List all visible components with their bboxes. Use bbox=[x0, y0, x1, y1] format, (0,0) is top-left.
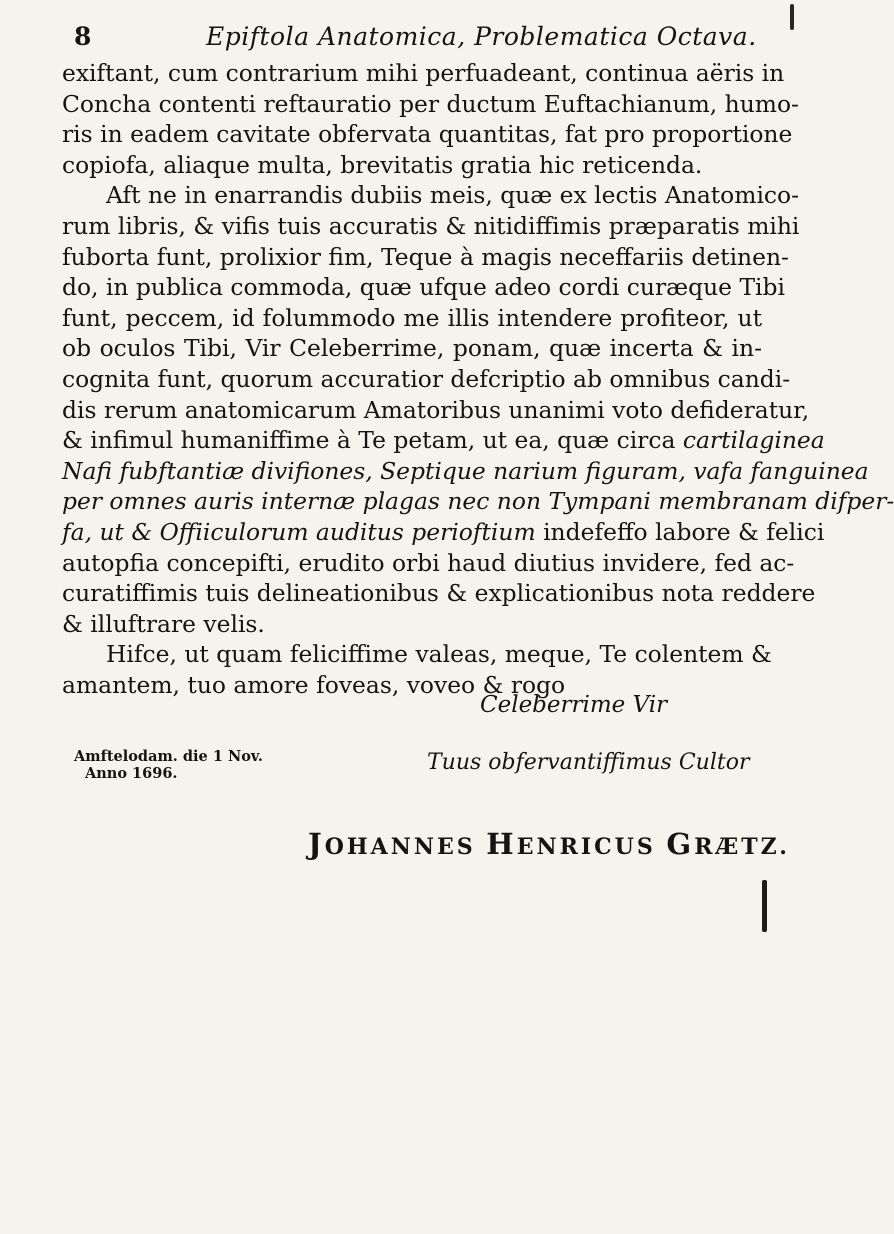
text-line: Hifce, ut quam feliciffime valeas, meque, Te colentem & bbox=[106, 640, 772, 669]
running-title: Epiftola Anatomica, Problematica Octava. bbox=[206, 22, 757, 51]
text-run: indefeffo labore & felici bbox=[543, 517, 825, 546]
text-line: exiftant, cum contrarium mihi perfuadeant, continua aëris in bbox=[62, 59, 785, 87]
text-line: curatiffimis tuis delineationibus & explicationibus nota reddere bbox=[62, 579, 816, 608]
author-part: OHANNES bbox=[324, 834, 487, 860]
text-line: ris in eadem cavitate obfervata quantitas, fat pro proportione bbox=[62, 120, 793, 149]
italic-run: cartilaginea bbox=[682, 426, 825, 455]
page-number: 8 bbox=[74, 22, 92, 51]
text-line: per omnes auris internæ plagas nec non Tympani membranam difper- bbox=[62, 487, 894, 516]
text-line: amantem, tuo amore foveas, voveo & rogo bbox=[62, 670, 566, 699]
author-initial: G bbox=[666, 827, 695, 861]
text-line: funt, peccem, id folummodo me illis intendere profiteor, ut bbox=[62, 303, 762, 332]
author-part: RÆTZ. bbox=[694, 834, 790, 860]
text-line: dis rerum anatomicarum Amatoribus unanimi voto defideratur, bbox=[62, 395, 810, 424]
edge-mark bbox=[762, 880, 767, 932]
author-part: ENRICUS bbox=[516, 834, 667, 860]
text-line: Aft ne in enarrandis dubiis meis, quæ ex lectis Anatomico- bbox=[106, 181, 800, 210]
text-line: do, in publica commoda, quæ ufque adeo cordi curæque Tibi bbox=[62, 273, 785, 302]
text-line: copiofa, aliaque multa, brevitatis gratia hic reticenda. bbox=[62, 150, 703, 179]
year-line: Anno 1696. bbox=[85, 765, 178, 782]
text-line bbox=[62, 517, 825, 548]
signature-phrase: Tuus obfervantiffimus Cultor bbox=[427, 750, 750, 775]
text-line: fuborta funt, prolixior fim, Teque à magis neceffariis detinen- bbox=[62, 242, 789, 271]
text-line: Concha contenti reftauratio per ductum Euftachianum, humo- bbox=[62, 89, 799, 118]
text-line: Nafi fubftantiæ divifiones, Septique narium figuram, vafa fanguinea bbox=[62, 456, 869, 485]
italic-run: fa, ut & Offiiculorum auditus perioftium bbox=[62, 517, 536, 546]
text-run: & infimul humaniffime à Te petam, ut ea, quæ circa bbox=[62, 426, 676, 455]
edge-mark bbox=[790, 4, 794, 30]
place-line: Amftelodam. die 1 Nov. bbox=[74, 748, 263, 765]
author-initial: H bbox=[486, 827, 517, 861]
page-header bbox=[74, 22, 757, 58]
letter-body bbox=[62, 58, 894, 700]
text-line: autopfia concepifti, erudito orbi haud diutius invidere, fed ac- bbox=[62, 548, 795, 577]
text-line: rum libris, & vifis tuis accuratis & nitidiffimis præparatis mihi bbox=[62, 211, 800, 240]
text-line: cognita funt, quorum accuratior defcriptio ab omnibus candi- bbox=[62, 364, 791, 393]
author-initial: J bbox=[308, 827, 325, 861]
text-line: ob oculos Tibi, Vir Celeberrime, ponam, quæ incerta & in- bbox=[62, 334, 762, 363]
place-date bbox=[74, 748, 263, 782]
author-name bbox=[308, 827, 790, 861]
salutation: Celeberrime Vir bbox=[480, 692, 668, 718]
text-line: & illuftrare velis. bbox=[62, 609, 265, 638]
text-line bbox=[62, 425, 825, 456]
